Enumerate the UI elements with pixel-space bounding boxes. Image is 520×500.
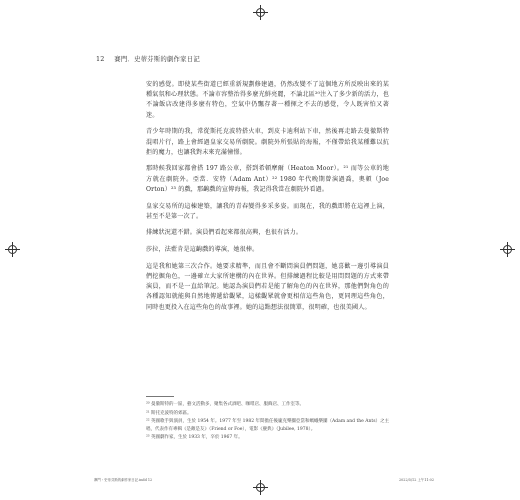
paragraph: 那時候我回家都會搭 197 路公車，搭到希頓摩爾（Heaton Moor）。²¹ 而等公車的地方就在劇院外。亞當．安特（Adam Ant）²² 1980 年代晚期曾演過喬，奧頓（Joe Orton）²³ 的戲，那齣戲的宣傳海報，我記得我當在劇院外看過。: [146, 165, 389, 193]
running-title: 賽門．史蒂芬斯的劇作家日記: [114, 55, 200, 63]
registration-mark-top: [256, 8, 265, 17]
body-text: [146, 80, 389, 319]
slug-file: 賽門・史蒂芬斯的劇作家日記.indd 12: [94, 478, 153, 482]
registration-mark-right: [503, 245, 512, 254]
paragraph: 安的感覺。即使某些街道已經重新規劃修建過，仍然改變不了這個地方所反映出來的某種氣氛和心理狀態。不論市容整治得多麼光鮮亮麗，不論北區²⁰注入了多少新的活力，也不論飯店改建得多麼有特色，空氣中仍飄存著一種揮之不去的感覺，令人既害怕又著迷。: [146, 81, 389, 119]
running-header: [96, 54, 436, 63]
footnote: ²² 英國歌手與演員，生於 1954 年。1977 年至 1982 年間擔任後龐克樂團亞當和螞蟻樂團（Adam and the Ants）之主唱，代表作有專輯《是敵是友》（Friend or Foe），電影《慶典》（Jubilee, 1978）。: [146, 419, 390, 432]
print-slug: [94, 477, 434, 482]
footnote: ²¹ 斯托克波特的郊區。: [146, 410, 192, 416]
paragraph: 皇家交易所的這棟建築，讓我的青春變得多采多姿。而現在，我的戲即將在這裡上演，甚至不是第一次了。: [146, 202, 389, 220]
paragraph: 這是我和她第三次合作。她要求精準，而且會不斷問演員們問題，她喜歡一邊引導演員們挖掘角色，一邊確立大家所建構的內在世界。但排練過程比較是用問問題的方式來帶演員，而不是一直給筆記。她認為演員們若是能了解角色的內在世界，那他們對角色的各種認知就能與自然地傳遞給觀眾，這樣觀眾就會更相信這些角色，更同理這些角色，同時也更投入在這些角色的故事裡。她的這點想法很簡單，很明確，也很美國人。: [146, 262, 389, 311]
footnote: ²⁰ 曼徹斯特的一區，藝文活動多，聚集各式酒吧、咖啡店、服飾店、工作室等。: [146, 402, 305, 407]
registration-mark-bottom: [256, 483, 265, 492]
slug-timestamp: 2022/5/12 上午11:02: [398, 478, 434, 482]
paragraph: 排練狀況還不錯。演員們看起來都很高興，也很有活力。: [146, 229, 303, 237]
footnote: ²³ 英國劇作家，生於 1933 年，卒於 1967 年。: [146, 435, 243, 441]
registration-mark-left: [8, 245, 17, 254]
footnote-rule: [146, 396, 174, 397]
paragraph: 莎拉，法藍肯是這齣戲的導演，她很棒。: [146, 246, 259, 254]
footnotes: [146, 401, 391, 443]
page-number: 12: [96, 55, 105, 63]
paragraph: 青少年時期的我，常從斯托克波特搭火車，到皮卡迪利站下車，然後再走路去曼徹斯特混唱片行，路上會經過皇家交易所劇院。劇院外所張貼的海報，不僅帶給我某種難以抗拒的魔力，也讓我對未來充滿憧憬。: [146, 128, 389, 156]
